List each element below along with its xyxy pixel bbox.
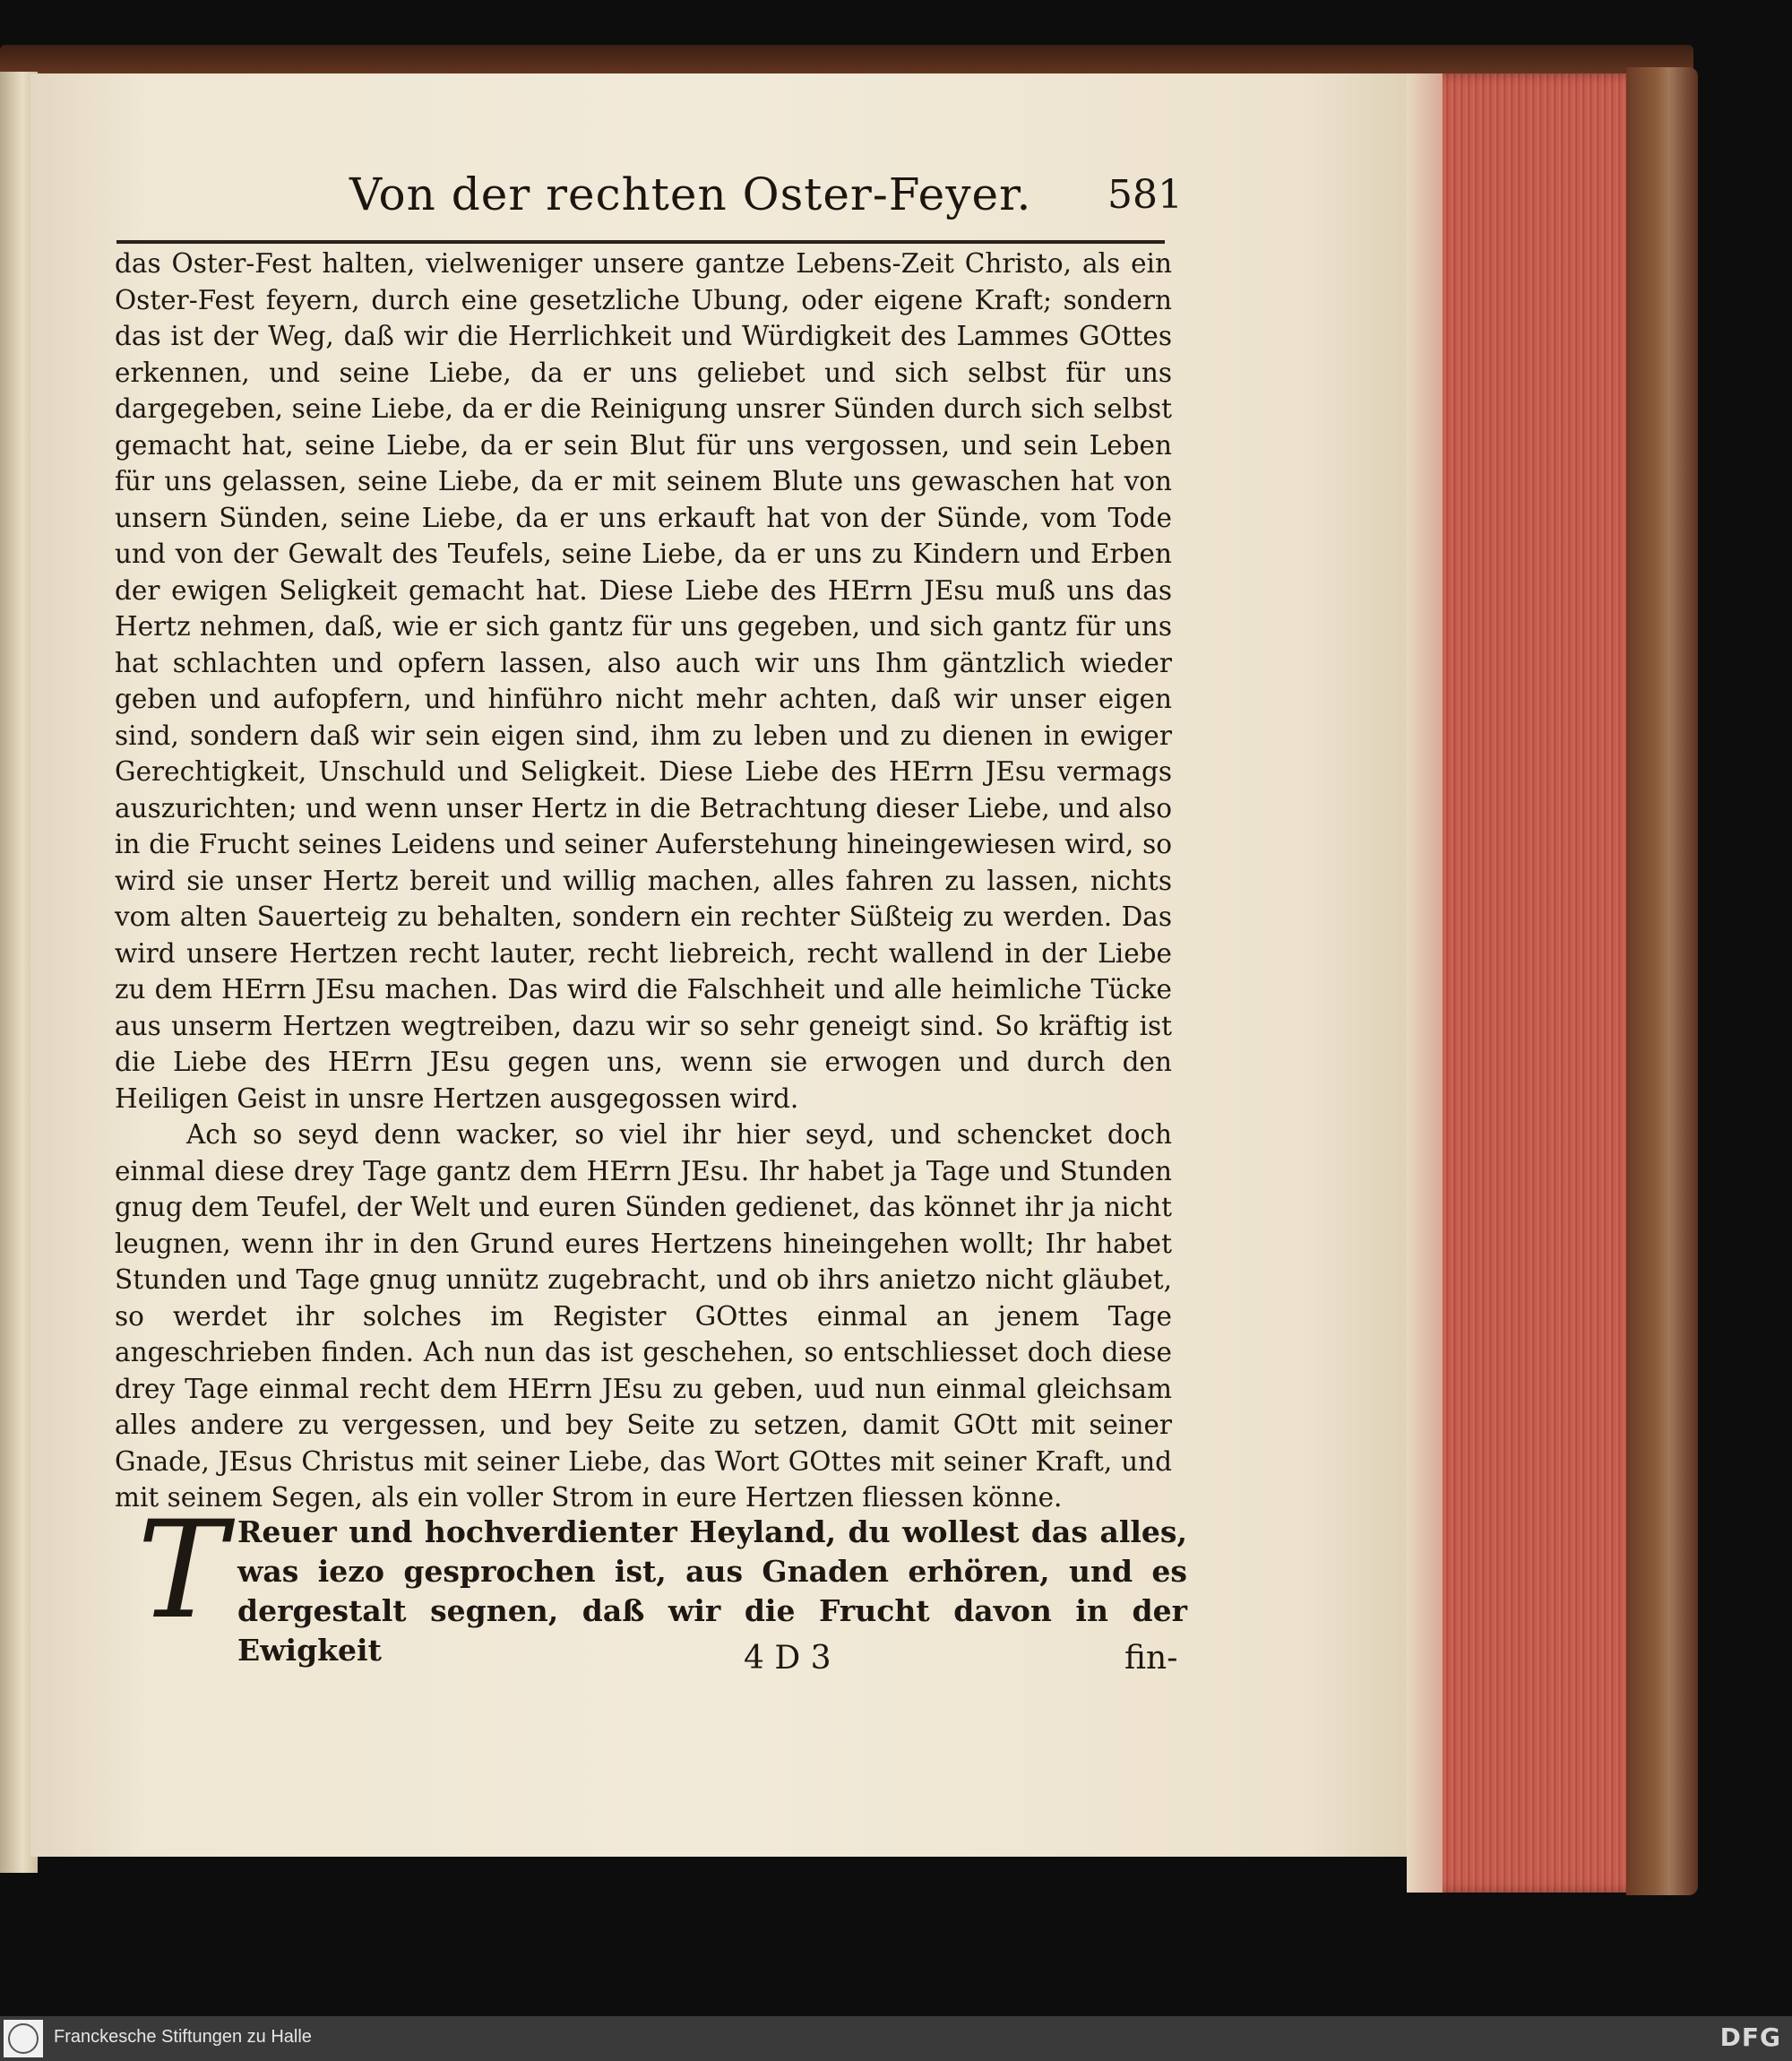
decorated-initial bbox=[130, 1493, 228, 1649]
prayer-paragraph: Reuer und hochverdienter Heyland, du wollest das alles, was iezo gesprochen ist, aus Gnaden erhören, und es dergestalt segnen, daß wir die Frucht davon in der Ewigkeit bbox=[237, 1514, 1187, 1668]
page-edges bbox=[1407, 73, 1631, 1893]
page-number: 581 bbox=[1107, 172, 1183, 218]
prayer-text bbox=[237, 1513, 1187, 1670]
page-header bbox=[349, 168, 1183, 231]
initial-letter: T bbox=[137, 1493, 228, 1649]
main-text bbox=[115, 246, 1172, 1516]
paragraph: das Oster-Fest halten, vielweniger unsere gantze Lebens-Zeit Christo, als ein Oster-Fest feyern, durch eine gesetzliche Ubung, oder eigene Kraft; sondern das ist der Weg, daß wir die Herrlichkeit und Würdigkeit des Lammes GOttes erkennen, und seine Liebe, da er uns geliebet und sich selbst für uns dargegeben, seine Liebe, da er die Reinigung unsrer Sünden durch sich selbst gemacht hat, seine Liebe, da er sein Blut für uns vergossen, und sein Leben für uns gelassen, seine Liebe, da er mit seinem Blute uns gewaschen hat von unsern Sünden, seine Liebe, da er uns erkauft hat von der Sünde, vom Tode und von der Gewalt des Teufels, seine Liebe, da er uns zu Kindern und Erben der ewigen Seligkeit gemacht hat. Diese Liebe des HErrn JEsu muß uns das Hertz nehmen, daß, wie er sich gantz für uns gegeben, und sich gantz für uns hat schlachten und opfern lassen, also auch wir uns Ihm gäntzlich wieder geben und aufopfern, und hinführo nicht mehr achten, daß wir unser eigen sind, sondern daß wir sein eigen sind, ihm zu leben und zu dienen in ewiger Gerechtigkeit, Unschuld und Seligkeit. Diese Liebe des HErrn JEsu vermags auszurichten; und wenn unser Hertz in die Betrachtung dieser Liebe, und also in die Frucht seines Leidens und seiner Auferstehung hineingewiesen wird, so wird sie unser Hertz bereit und willig machen, alles fahren zu lassen, nichts vom alten Sauerteig zu behalten, sondern ein rechter Süßteig zu werden. Das wird unsere Hertzen recht lauter, recht liebreich, recht wallend in der Liebe zu dem HErrn JEsu machen. Das wird die Falschheit und alle heimliche Tücke aus unserm Hertzen wegtreiben, dazu wir so sehr geneigt sind. So kräftig ist die Liebe des HErrn JEsu gegen uns, wenn sie erwogen und durch den Heiligen Geist in unsre Hertzen ausgegossen wird. bbox=[115, 248, 1172, 1114]
viewer-footer bbox=[0, 2016, 1792, 2061]
catchword: fin- bbox=[1124, 1640, 1178, 1677]
book-cover-right bbox=[1626, 67, 1698, 1895]
paragraph: Ach so seyd denn wacker, so viel ihr hier seyd, und schencket doch einmal diese drey Tage gantz dem HErrn JEsu. Ihr habet ja Tage und Stunden gnug dem Teufel, der Welt und euren Sünden gedienet, das könnet ihr ja nicht leugnen, wenn ihr in den Grund eures Hertzens hineingehen wollt; Ihr habet Stunden und Tage gnug unnütz zugebracht, und ob ihrs anietzo nicht gläubet, so werdet ihr solches im Register GOttes einmal an jenem Tage angeschrieben finden. Ach nun das ist geschehen, so entschliesset doch diese drey Tage einmal recht dem HErrn JEsu zu geben, uud nun einmal gleichsam alles andere zu vergessen, und bey Seite zu setzen, damit GOtt mit seiner Gnade, JEsus Christus mit seiner Liebe, das Wort GOttes mit seiner Kraft, und mit seinem Segen, als ein voller Strom in eure Hertzen fliessen könne. bbox=[115, 1119, 1172, 1513]
dfg-logo: DFG bbox=[1719, 2022, 1781, 2052]
header-rule bbox=[116, 240, 1165, 244]
signature-mark: 4 D 3 bbox=[744, 1640, 831, 1677]
seal-icon bbox=[8, 2023, 39, 2054]
running-title: Von der rechten Oster-Feyer. bbox=[349, 168, 1032, 220]
institution-logo-icon bbox=[4, 2020, 43, 2057]
institution-name: Franckesche Stiftungen zu Halle bbox=[54, 2027, 312, 2047]
